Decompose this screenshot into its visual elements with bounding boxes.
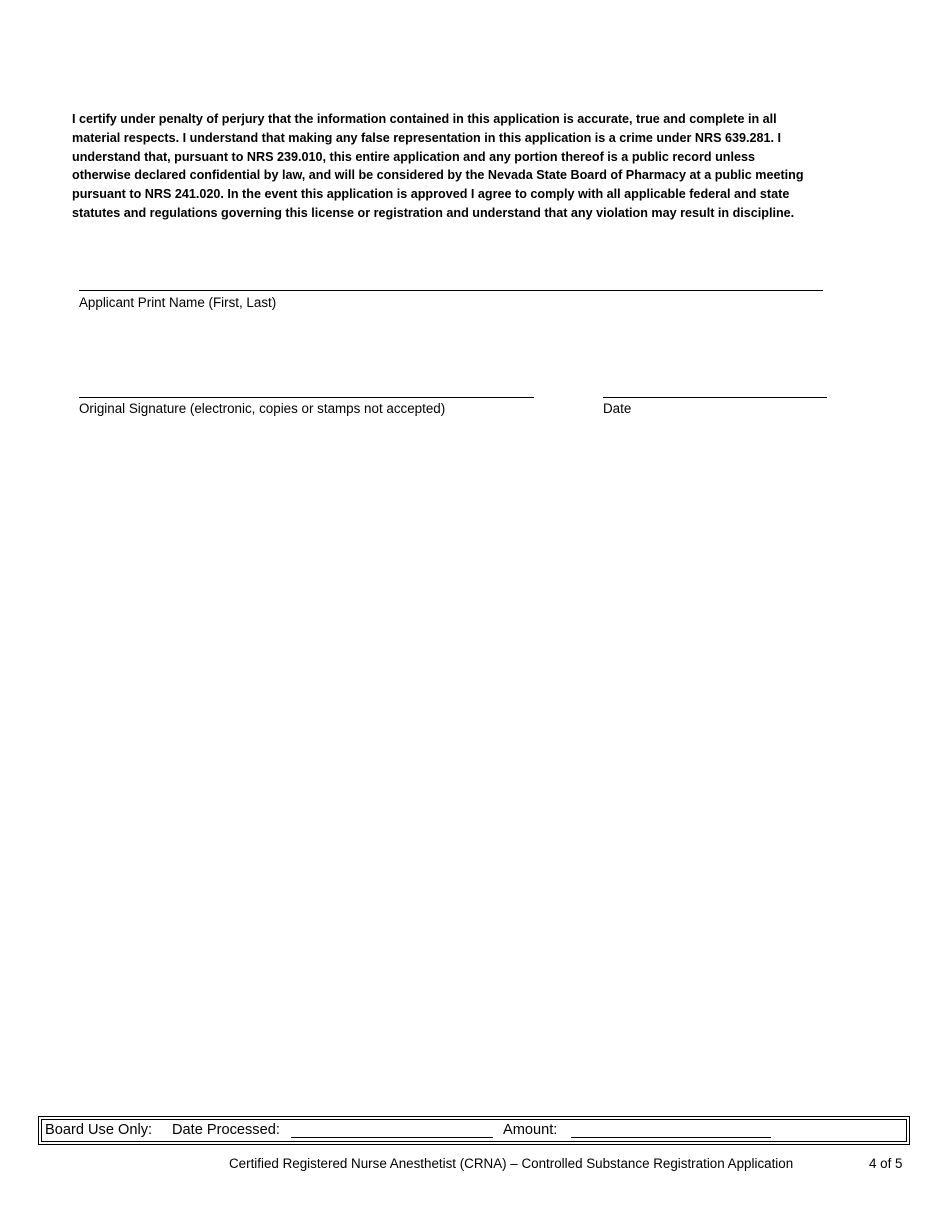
date-processed-label: Date Processed: <box>172 1122 280 1138</box>
date-label: Date <box>603 401 632 416</box>
print-name-line[interactable] <box>79 290 823 291</box>
print-name-label: Applicant Print Name (First, Last) <box>79 295 277 310</box>
certification-statement: I certify under penalty of perjury that the information contained in this application is accurate, true and complete in all material respects. I understand that making any false representation in this application is a crime under NRS 639.281. I understand that, pursuant to NRS 239.010, this entire application and any portion thereof is a public record unless otherwise declared confidential by law, and will be considered by the Nevada State Board of Pharmacy at a public meeting pursuant to NRS 241.020. In the event this application is approved I agree to comply with all applicable federal and state statutes and regulations governing this license or registration and understand that any violation may result in discipline. <box>72 112 804 220</box>
board-use-box <box>38 1116 910 1145</box>
footer-page-number: 4 of 5 <box>869 1156 903 1171</box>
footer-document-title: Certified Registered Nurse Anesthetist (CRNA) – Controlled Substance Registration Application <box>229 1156 794 1171</box>
board-use-inner-border <box>41 1119 907 1142</box>
signature-label: Original Signature (electronic, copies or stamps not accepted) <box>79 401 446 416</box>
amount-line[interactable] <box>571 1137 771 1138</box>
signature-line[interactable] <box>79 397 534 398</box>
date-processed-line[interactable] <box>291 1137 493 1138</box>
amount-label: Amount: <box>503 1122 558 1138</box>
board-use-heading: Board Use Only: <box>45 1122 153 1138</box>
date-line[interactable] <box>603 397 827 398</box>
